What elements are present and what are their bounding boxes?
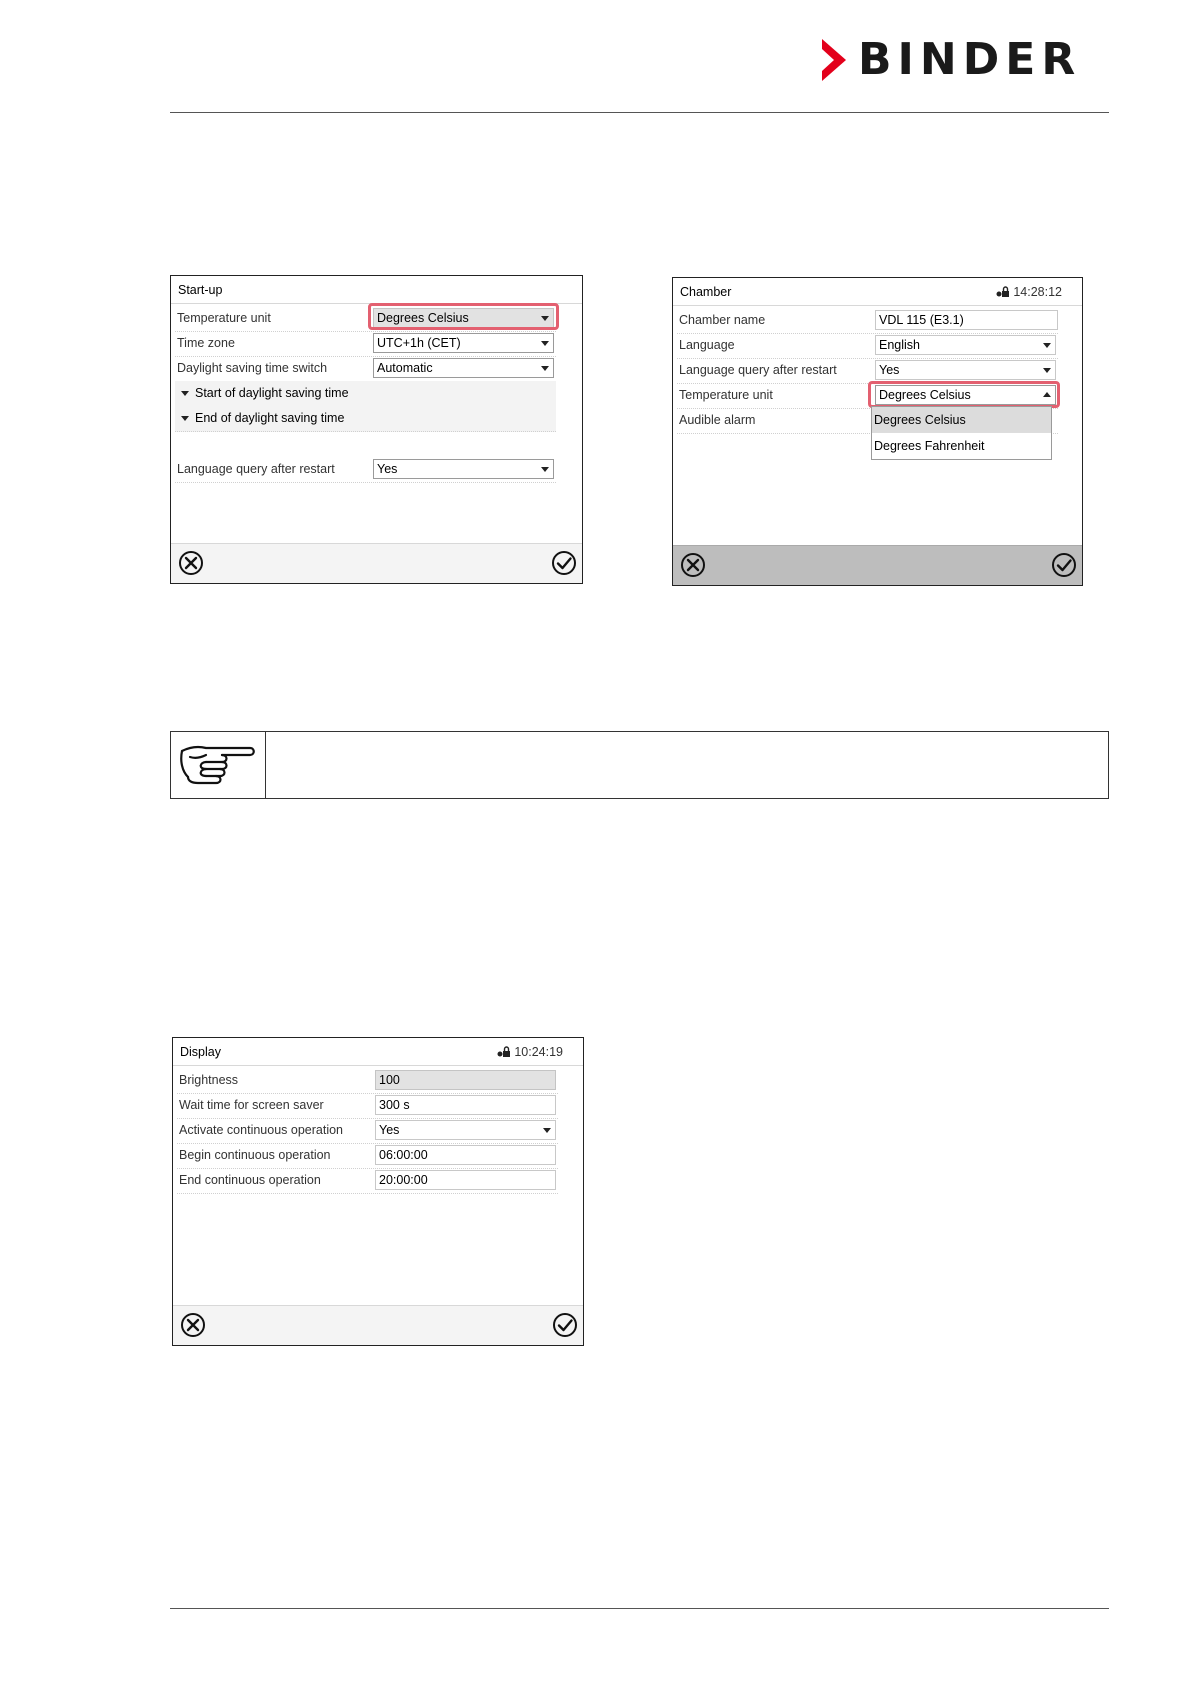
chevron-down-icon bbox=[543, 1128, 551, 1133]
continuous-operation-select[interactable]: Yes bbox=[375, 1120, 556, 1140]
row-label: End continuous operation bbox=[179, 1173, 321, 1187]
header-rule bbox=[170, 112, 1109, 113]
chevron-down-icon bbox=[1043, 368, 1051, 373]
row-language bbox=[677, 333, 1058, 359]
chevron-down-icon bbox=[541, 467, 549, 472]
screen-header bbox=[173, 1038, 583, 1066]
cancel-icon[interactable] bbox=[680, 552, 706, 578]
brightness-input[interactable]: 100 bbox=[375, 1070, 556, 1090]
lock-icon bbox=[996, 286, 1010, 298]
row-label: Language query after restart bbox=[679, 363, 837, 377]
row-label: Activate continuous operation bbox=[179, 1123, 343, 1137]
time-zone-select[interactable]: UTC+1h (CET) bbox=[373, 333, 554, 353]
screen-title: Start-up bbox=[171, 276, 582, 304]
screen-footer bbox=[171, 543, 582, 583]
pointing-hand-icon bbox=[176, 737, 260, 793]
row-end-continuous bbox=[177, 1168, 558, 1194]
chamber-name-input[interactable]: VDL 115 (E3.1) bbox=[875, 310, 1058, 330]
row-label: Begin continuous operation bbox=[179, 1148, 331, 1162]
screen-header bbox=[673, 278, 1082, 306]
brand-name: BINDER bbox=[858, 34, 1082, 85]
chevron-down-icon bbox=[1043, 343, 1051, 348]
binder-logo bbox=[820, 34, 1082, 85]
row-label: Language bbox=[679, 338, 735, 352]
highlight-frame bbox=[868, 381, 1060, 408]
row-label: Brightness bbox=[179, 1073, 239, 1087]
note-icon-cell bbox=[171, 732, 266, 798]
triangle-down-icon bbox=[181, 391, 189, 396]
row-label: Daylight saving time switch bbox=[177, 361, 328, 375]
chevron-down-icon bbox=[541, 341, 549, 346]
triangle-down-icon bbox=[181, 416, 189, 421]
screen-title: Display bbox=[180, 1045, 221, 1059]
row-chamber-name bbox=[677, 308, 1058, 334]
end-continuous-input[interactable]: 20:00:00 bbox=[375, 1170, 556, 1190]
row-brightness bbox=[177, 1068, 558, 1094]
row-label: Chamber name bbox=[679, 313, 766, 327]
language-query-select[interactable]: Yes bbox=[875, 360, 1056, 380]
row-screen-saver bbox=[177, 1093, 558, 1119]
row-label: Temperature unit bbox=[679, 388, 773, 402]
footer-rule bbox=[170, 1608, 1109, 1609]
row-label: Audible alarm bbox=[679, 413, 756, 427]
confirm-icon[interactable] bbox=[552, 1312, 578, 1338]
language-select[interactable]: English bbox=[875, 335, 1056, 355]
begin-continuous-input[interactable]: 06:00:00 bbox=[375, 1145, 556, 1165]
note-text bbox=[271, 732, 1098, 798]
screen-footer bbox=[173, 1305, 583, 1345]
lock-icon bbox=[497, 1046, 511, 1058]
highlight-frame bbox=[368, 303, 559, 330]
cancel-icon[interactable] bbox=[178, 550, 204, 576]
cancel-icon[interactable] bbox=[180, 1312, 206, 1338]
clock bbox=[497, 1038, 563, 1066]
screen-footer bbox=[673, 545, 1082, 585]
section-start-dst[interactable]: Start of daylight saving time bbox=[175, 381, 556, 407]
daylight-saving-select[interactable]: Automatic bbox=[373, 358, 554, 378]
section-end-dst[interactable]: End of daylight saving time bbox=[175, 406, 556, 432]
row-daylight-saving-switch bbox=[175, 356, 556, 382]
dropdown-option[interactable]: Degrees Celsius bbox=[872, 407, 1051, 433]
row-time-zone bbox=[175, 331, 556, 357]
logo-arrow-icon bbox=[820, 39, 850, 81]
row-continuous-operation bbox=[177, 1118, 558, 1144]
chamber-screen bbox=[672, 277, 1083, 586]
clock bbox=[996, 278, 1062, 306]
temperature-unit-dropdown bbox=[871, 406, 1052, 460]
confirm-icon[interactable] bbox=[1051, 552, 1077, 578]
startup-screen bbox=[170, 275, 583, 584]
temperature-unit-select[interactable]: Degrees Celsius bbox=[875, 385, 1056, 405]
screen-title: Chamber bbox=[680, 285, 732, 299]
temperature-unit-select[interactable]: Degrees Celsius bbox=[373, 308, 554, 328]
row-language-query bbox=[175, 457, 556, 483]
clock-time: 14:28:12 bbox=[1013, 285, 1062, 299]
dropdown-option[interactable]: Degrees Fahrenheit bbox=[874, 439, 985, 453]
clock-time: 10:24:19 bbox=[514, 1045, 563, 1059]
language-query-select[interactable]: Yes bbox=[373, 459, 554, 479]
row-label: Time zone bbox=[177, 336, 235, 350]
confirm-icon[interactable] bbox=[551, 550, 577, 576]
note-box bbox=[170, 731, 1109, 799]
screen-saver-input[interactable]: 300 s bbox=[375, 1095, 556, 1115]
display-screen bbox=[172, 1037, 584, 1346]
chevron-down-icon bbox=[541, 366, 549, 371]
row-label: Wait time for screen saver bbox=[179, 1098, 324, 1112]
row-label: Language query after restart bbox=[177, 462, 335, 476]
row-label: Temperature unit bbox=[177, 311, 271, 325]
row-begin-continuous bbox=[177, 1143, 558, 1169]
